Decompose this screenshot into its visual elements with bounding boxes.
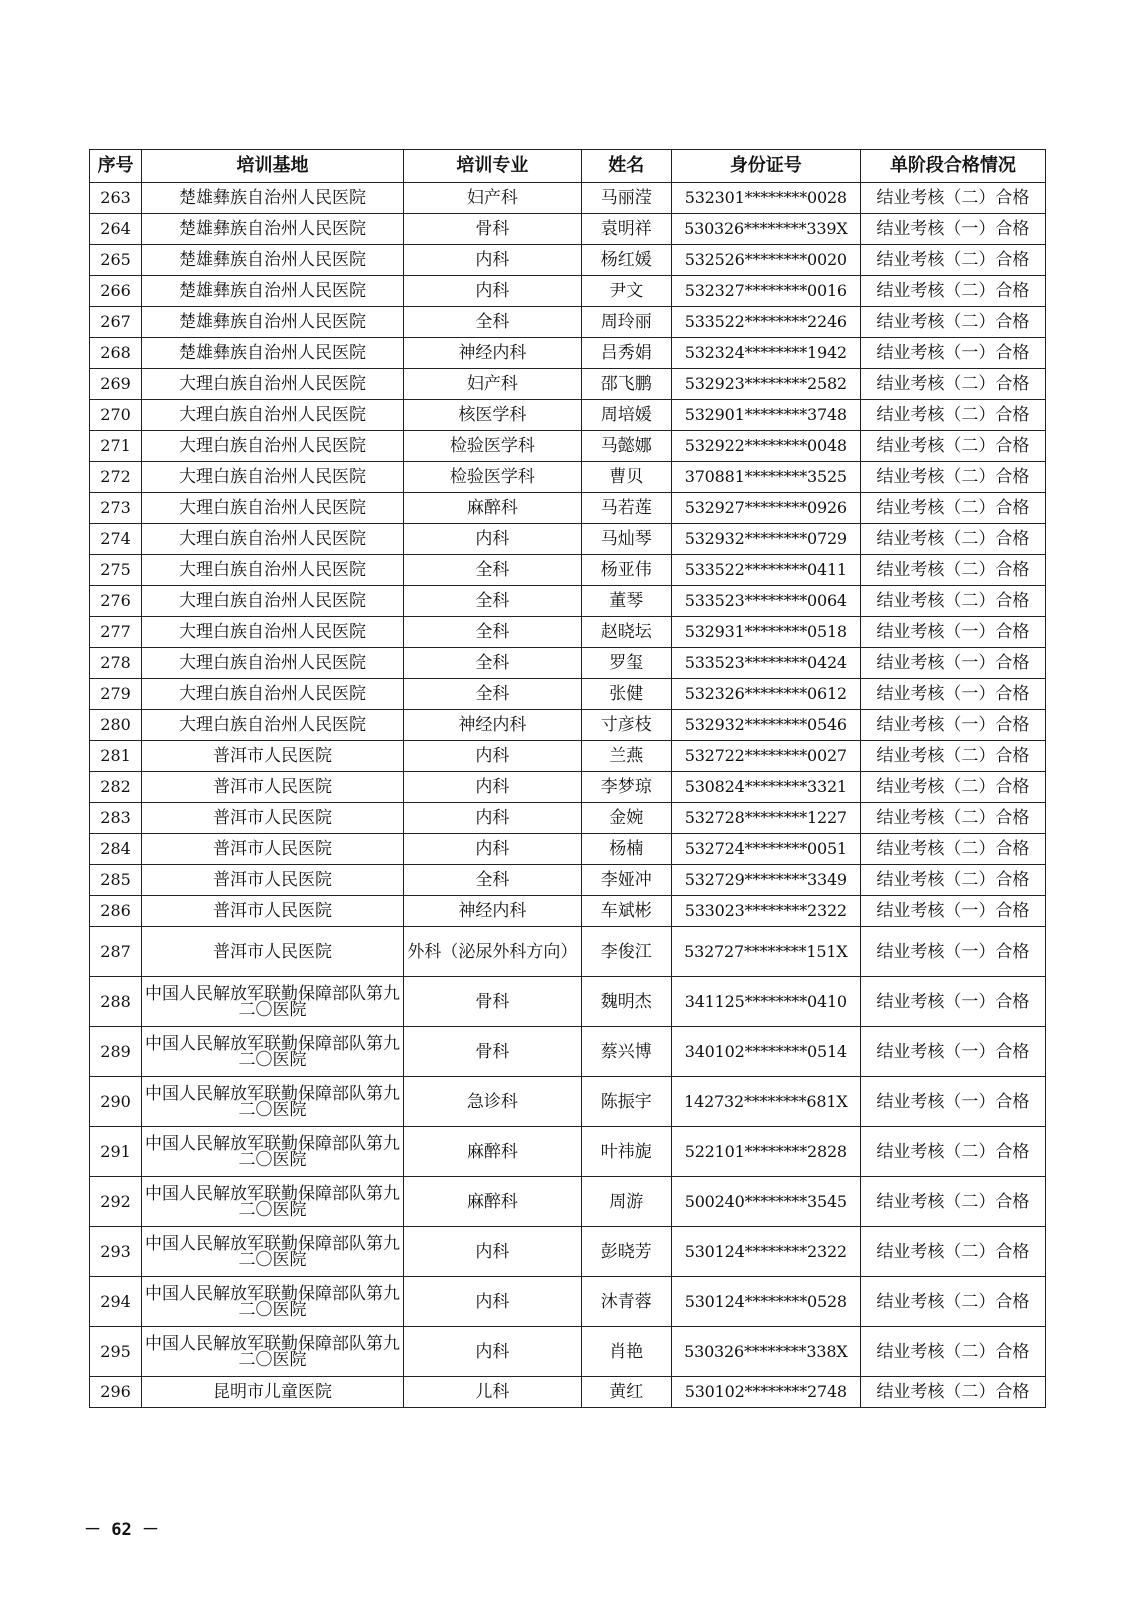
row-name: 车斌彬 [581, 896, 671, 927]
table-row [90, 400, 1046, 431]
row-seq: 284 [90, 834, 142, 865]
row-seq: 270 [90, 400, 142, 431]
row-base: 楚雄彝族自治州人民医院 [142, 307, 404, 338]
table-row [90, 927, 1046, 977]
row-base: 中国人民解放军联勤保障部队第九二〇医院 [142, 1277, 404, 1327]
row-specialty: 全科 [403, 617, 581, 648]
row-name: 陈振宇 [581, 1077, 671, 1127]
table-row [90, 431, 1046, 462]
header-result: 单阶段合格情况 [860, 150, 1045, 183]
row-specialty: 全科 [403, 648, 581, 679]
row-specialty: 骨科 [403, 1027, 581, 1077]
row-base: 普洱市人民医院 [142, 741, 404, 772]
row-specialty: 神经内科 [403, 896, 581, 927]
row-specialty: 妇产科 [403, 183, 581, 214]
row-id-number: 532922********0048 [671, 431, 860, 462]
row-seq: 290 [90, 1077, 142, 1127]
row-seq: 287 [90, 927, 142, 977]
row-id-number: 370881********3525 [671, 462, 860, 493]
row-base: 楚雄彝族自治州人民医院 [142, 338, 404, 369]
row-seq: 294 [90, 1277, 142, 1327]
table-row [90, 741, 1046, 772]
row-id-number: 341125********0410 [671, 977, 860, 1027]
row-base: 中国人民解放军联勤保障部队第九二〇医院 [142, 977, 404, 1027]
table-row [90, 1327, 1046, 1377]
row-id-number: 533523********0424 [671, 648, 860, 679]
row-result: 结业考核（一）合格 [860, 679, 1045, 710]
row-base: 中国人民解放军联勤保障部队第九二〇医院 [142, 1027, 404, 1077]
row-id-number: 532324********1942 [671, 338, 860, 369]
row-specialty: 内科 [403, 1327, 581, 1377]
table-row [90, 183, 1046, 214]
row-base: 大理白族自治州人民医院 [142, 431, 404, 462]
row-result: 结业考核（二）合格 [860, 803, 1045, 834]
row-seq: 275 [90, 555, 142, 586]
row-name: 曹贝 [581, 462, 671, 493]
row-seq: 288 [90, 977, 142, 1027]
row-seq: 279 [90, 679, 142, 710]
row-seq: 264 [90, 214, 142, 245]
row-id-number: 530824********3321 [671, 772, 860, 803]
row-name: 魏明杰 [581, 977, 671, 1027]
row-name: 周玲丽 [581, 307, 671, 338]
row-result: 结业考核（一）合格 [860, 1077, 1045, 1127]
row-name: 周游 [581, 1177, 671, 1227]
row-result: 结业考核（一）合格 [860, 927, 1045, 977]
row-id-number: 532727********151X [671, 927, 860, 977]
row-base: 大理白族自治州人民医院 [142, 710, 404, 741]
row-base: 中国人民解放军联勤保障部队第九二〇医院 [142, 1227, 404, 1277]
row-id-number: 532923********2582 [671, 369, 860, 400]
row-specialty: 内科 [403, 834, 581, 865]
row-base: 大理白族自治州人民医院 [142, 493, 404, 524]
row-seq: 267 [90, 307, 142, 338]
row-seq: 291 [90, 1127, 142, 1177]
table-row [90, 710, 1046, 741]
row-id-number: 532931********0518 [671, 617, 860, 648]
row-result: 结业考核（二）合格 [860, 183, 1045, 214]
row-id-number: 530102********2748 [671, 1377, 860, 1408]
row-seq: 289 [90, 1027, 142, 1077]
row-specialty: 全科 [403, 307, 581, 338]
row-result: 结业考核（一）合格 [860, 617, 1045, 648]
row-seq: 283 [90, 803, 142, 834]
row-result: 结业考核（二）合格 [860, 741, 1045, 772]
row-base: 大理白族自治州人民医院 [142, 679, 404, 710]
row-base: 楚雄彝族自治州人民医院 [142, 245, 404, 276]
row-result: 结业考核（一）合格 [860, 710, 1045, 741]
row-specialty: 内科 [403, 803, 581, 834]
row-name: 叶祎旎 [581, 1127, 671, 1177]
row-name: 金婉 [581, 803, 671, 834]
row-base: 昆明市儿童医院 [142, 1377, 404, 1408]
header-name: 姓名 [581, 150, 671, 183]
row-name: 马懿娜 [581, 431, 671, 462]
table-row [90, 1277, 1046, 1327]
row-seq: 282 [90, 772, 142, 803]
row-result: 结业考核（二）合格 [860, 493, 1045, 524]
row-id-number: 142732********681X [671, 1077, 860, 1127]
row-name: 吕秀娟 [581, 338, 671, 369]
table-row [90, 214, 1046, 245]
row-specialty: 麻醉科 [403, 1177, 581, 1227]
row-base: 普洱市人民医院 [142, 896, 404, 927]
table-row [90, 617, 1046, 648]
header-id-number: 身份证号 [671, 150, 860, 183]
table-row [90, 648, 1046, 679]
row-seq: 285 [90, 865, 142, 896]
row-result: 结业考核（二）合格 [860, 555, 1045, 586]
row-specialty: 骨科 [403, 977, 581, 1027]
row-specialty: 儿科 [403, 1377, 581, 1408]
row-specialty: 麻醉科 [403, 1127, 581, 1177]
row-name: 马若莲 [581, 493, 671, 524]
row-name: 杨红媛 [581, 245, 671, 276]
table-row [90, 1127, 1046, 1177]
table-row [90, 1227, 1046, 1277]
row-result: 结业考核（二）合格 [860, 1127, 1045, 1177]
row-base: 大理白族自治州人民医院 [142, 524, 404, 555]
row-base: 普洱市人民医院 [142, 803, 404, 834]
row-specialty: 妇产科 [403, 369, 581, 400]
row-specialty: 内科 [403, 1277, 581, 1327]
row-specialty: 全科 [403, 586, 581, 617]
row-name: 寸彦枝 [581, 710, 671, 741]
row-base: 大理白族自治州人民医院 [142, 648, 404, 679]
row-id-number: 530326********339X [671, 214, 860, 245]
row-id-number: 532901********3748 [671, 400, 860, 431]
row-id-number: 340102********0514 [671, 1027, 860, 1077]
row-base: 楚雄彝族自治州人民医院 [142, 183, 404, 214]
row-result: 结业考核（二）合格 [860, 1327, 1045, 1377]
row-specialty: 全科 [403, 555, 581, 586]
row-name: 杨亚伟 [581, 555, 671, 586]
row-name: 邵飞鹏 [581, 369, 671, 400]
row-base: 大理白族自治州人民医院 [142, 369, 404, 400]
row-result: 结业考核（二）合格 [860, 276, 1045, 307]
row-id-number: 530124********0528 [671, 1277, 860, 1327]
row-name: 彭晓芳 [581, 1227, 671, 1277]
row-result: 结业考核（二）合格 [860, 462, 1045, 493]
row-result: 结业考核（一）合格 [860, 214, 1045, 245]
row-specialty: 内科 [403, 245, 581, 276]
table-row [90, 1377, 1046, 1408]
row-base: 普洱市人民医院 [142, 772, 404, 803]
row-result: 结业考核（一）合格 [860, 896, 1045, 927]
header-seq: 序号 [90, 150, 142, 183]
row-id-number: 532326********0612 [671, 679, 860, 710]
row-result: 结业考核（二）合格 [860, 307, 1045, 338]
row-name: 蔡兴博 [581, 1027, 671, 1077]
row-id-number: 530124********2322 [671, 1227, 860, 1277]
row-seq: 280 [90, 710, 142, 741]
row-name: 肖艳 [581, 1327, 671, 1377]
row-id-number: 530326********338X [671, 1327, 860, 1377]
row-result: 结业考核（二）合格 [860, 865, 1045, 896]
row-seq: 268 [90, 338, 142, 369]
row-name: 袁明祥 [581, 214, 671, 245]
row-id-number: 532932********0729 [671, 524, 860, 555]
table-row [90, 276, 1046, 307]
row-base: 大理白族自治州人民医院 [142, 462, 404, 493]
row-name: 沐青蓉 [581, 1277, 671, 1327]
row-specialty: 内科 [403, 741, 581, 772]
row-seq: 276 [90, 586, 142, 617]
row-result: 结业考核（二）合格 [860, 1177, 1045, 1227]
row-specialty: 外科（泌尿外科方向） [403, 927, 581, 977]
row-base: 中国人民解放军联勤保障部队第九二〇医院 [142, 1177, 404, 1227]
row-seq: 277 [90, 617, 142, 648]
row-id-number: 533523********0064 [671, 586, 860, 617]
table-row [90, 977, 1046, 1027]
table-row [90, 865, 1046, 896]
row-seq: 295 [90, 1327, 142, 1377]
table-row [90, 462, 1046, 493]
row-seq: 286 [90, 896, 142, 927]
row-specialty: 内科 [403, 524, 581, 555]
row-result: 结业考核（一）合格 [860, 338, 1045, 369]
row-result: 结业考核（二）合格 [860, 834, 1045, 865]
row-result: 结业考核（二）合格 [860, 431, 1045, 462]
row-id-number: 532327********0016 [671, 276, 860, 307]
row-seq: 263 [90, 183, 142, 214]
table-row [90, 679, 1046, 710]
row-base: 大理白族自治州人民医院 [142, 617, 404, 648]
page-number: － 62 － [84, 1520, 159, 1540]
table-row [90, 1027, 1046, 1077]
table-row [90, 803, 1046, 834]
row-id-number: 532724********0051 [671, 834, 860, 865]
table-row [90, 772, 1046, 803]
row-result: 结业考核（二）合格 [860, 245, 1045, 276]
row-name: 周培媛 [581, 400, 671, 431]
row-specialty: 神经内科 [403, 710, 581, 741]
row-result: 结业考核（二）合格 [860, 1227, 1045, 1277]
row-id-number: 532927********0926 [671, 493, 860, 524]
row-base: 普洱市人民医院 [142, 865, 404, 896]
row-name: 赵晓坛 [581, 617, 671, 648]
row-specialty: 急诊科 [403, 1077, 581, 1127]
trainee-table [89, 149, 1046, 1408]
row-specialty: 麻醉科 [403, 493, 581, 524]
row-specialty: 神经内科 [403, 338, 581, 369]
row-result: 结业考核（二）合格 [860, 400, 1045, 431]
header-specialty: 培训专业 [403, 150, 581, 183]
row-base: 大理白族自治州人民医院 [142, 400, 404, 431]
table-row [90, 1177, 1046, 1227]
row-base: 中国人民解放军联勤保障部队第九二〇医院 [142, 1127, 404, 1177]
header-base: 培训基地 [142, 150, 404, 183]
table-row [90, 493, 1046, 524]
row-base: 楚雄彝族自治州人民医院 [142, 276, 404, 307]
table-row [90, 338, 1046, 369]
row-specialty: 全科 [403, 865, 581, 896]
row-seq: 274 [90, 524, 142, 555]
row-name: 马丽滢 [581, 183, 671, 214]
table-row [90, 245, 1046, 276]
row-name: 李娅冲 [581, 865, 671, 896]
table-row [90, 555, 1046, 586]
row-result: 结业考核（二）合格 [860, 524, 1045, 555]
row-base: 大理白族自治州人民医院 [142, 586, 404, 617]
row-result: 结业考核（二）合格 [860, 1277, 1045, 1327]
row-specialty: 内科 [403, 1227, 581, 1277]
row-id-number: 533023********2322 [671, 896, 860, 927]
row-seq: 272 [90, 462, 142, 493]
row-result: 结业考核（一）合格 [860, 648, 1045, 679]
table-row [90, 1077, 1046, 1127]
table-header-row [90, 150, 1046, 183]
row-name: 黄红 [581, 1377, 671, 1408]
row-base: 普洱市人民医院 [142, 927, 404, 977]
row-name: 兰燕 [581, 741, 671, 772]
row-specialty: 全科 [403, 679, 581, 710]
row-name: 李俊江 [581, 927, 671, 977]
row-specialty: 内科 [403, 276, 581, 307]
row-id-number: 532729********3349 [671, 865, 860, 896]
row-result: 结业考核（二）合格 [860, 586, 1045, 617]
row-seq: 292 [90, 1177, 142, 1227]
row-id-number: 532728********1227 [671, 803, 860, 834]
row-seq: 271 [90, 431, 142, 462]
row-id-number: 533522********0411 [671, 555, 860, 586]
row-base: 普洱市人民医院 [142, 834, 404, 865]
row-name: 罗玺 [581, 648, 671, 679]
row-seq: 265 [90, 245, 142, 276]
row-specialty: 骨科 [403, 214, 581, 245]
row-id-number: 532526********0020 [671, 245, 860, 276]
row-name: 马灿琴 [581, 524, 671, 555]
row-seq: 281 [90, 741, 142, 772]
row-seq: 296 [90, 1377, 142, 1408]
table-row [90, 586, 1046, 617]
row-specialty: 检验医学科 [403, 431, 581, 462]
table-row [90, 896, 1046, 927]
row-base: 大理白族自治州人民医院 [142, 555, 404, 586]
row-id-number: 522101********2828 [671, 1127, 860, 1177]
row-name: 张健 [581, 679, 671, 710]
row-base: 楚雄彝族自治州人民医院 [142, 214, 404, 245]
table-row [90, 307, 1046, 338]
row-id-number: 500240********3545 [671, 1177, 860, 1227]
row-seq: 293 [90, 1227, 142, 1277]
row-id-number: 532301********0028 [671, 183, 860, 214]
row-name: 杨楠 [581, 834, 671, 865]
table-row [90, 369, 1046, 400]
row-result: 结业考核（二）合格 [860, 1377, 1045, 1408]
table-row [90, 524, 1046, 555]
row-result: 结业考核（二）合格 [860, 772, 1045, 803]
table-row [90, 834, 1046, 865]
row-result: 结业考核（一）合格 [860, 977, 1045, 1027]
row-seq: 266 [90, 276, 142, 307]
row-result: 结业考核（二）合格 [860, 369, 1045, 400]
row-seq: 273 [90, 493, 142, 524]
row-seq: 269 [90, 369, 142, 400]
row-name: 董琴 [581, 586, 671, 617]
row-name: 尹文 [581, 276, 671, 307]
row-specialty: 检验医学科 [403, 462, 581, 493]
row-id-number: 532932********0546 [671, 710, 860, 741]
row-id-number: 532722********0027 [671, 741, 860, 772]
row-specialty: 核医学科 [403, 400, 581, 431]
row-specialty: 内科 [403, 772, 581, 803]
row-result: 结业考核（一）合格 [860, 1027, 1045, 1077]
row-name: 李梦琼 [581, 772, 671, 803]
row-id-number: 533522********2246 [671, 307, 860, 338]
row-seq: 278 [90, 648, 142, 679]
row-base: 中国人民解放军联勤保障部队第九二〇医院 [142, 1327, 404, 1377]
row-base: 中国人民解放军联勤保障部队第九二〇医院 [142, 1077, 404, 1127]
